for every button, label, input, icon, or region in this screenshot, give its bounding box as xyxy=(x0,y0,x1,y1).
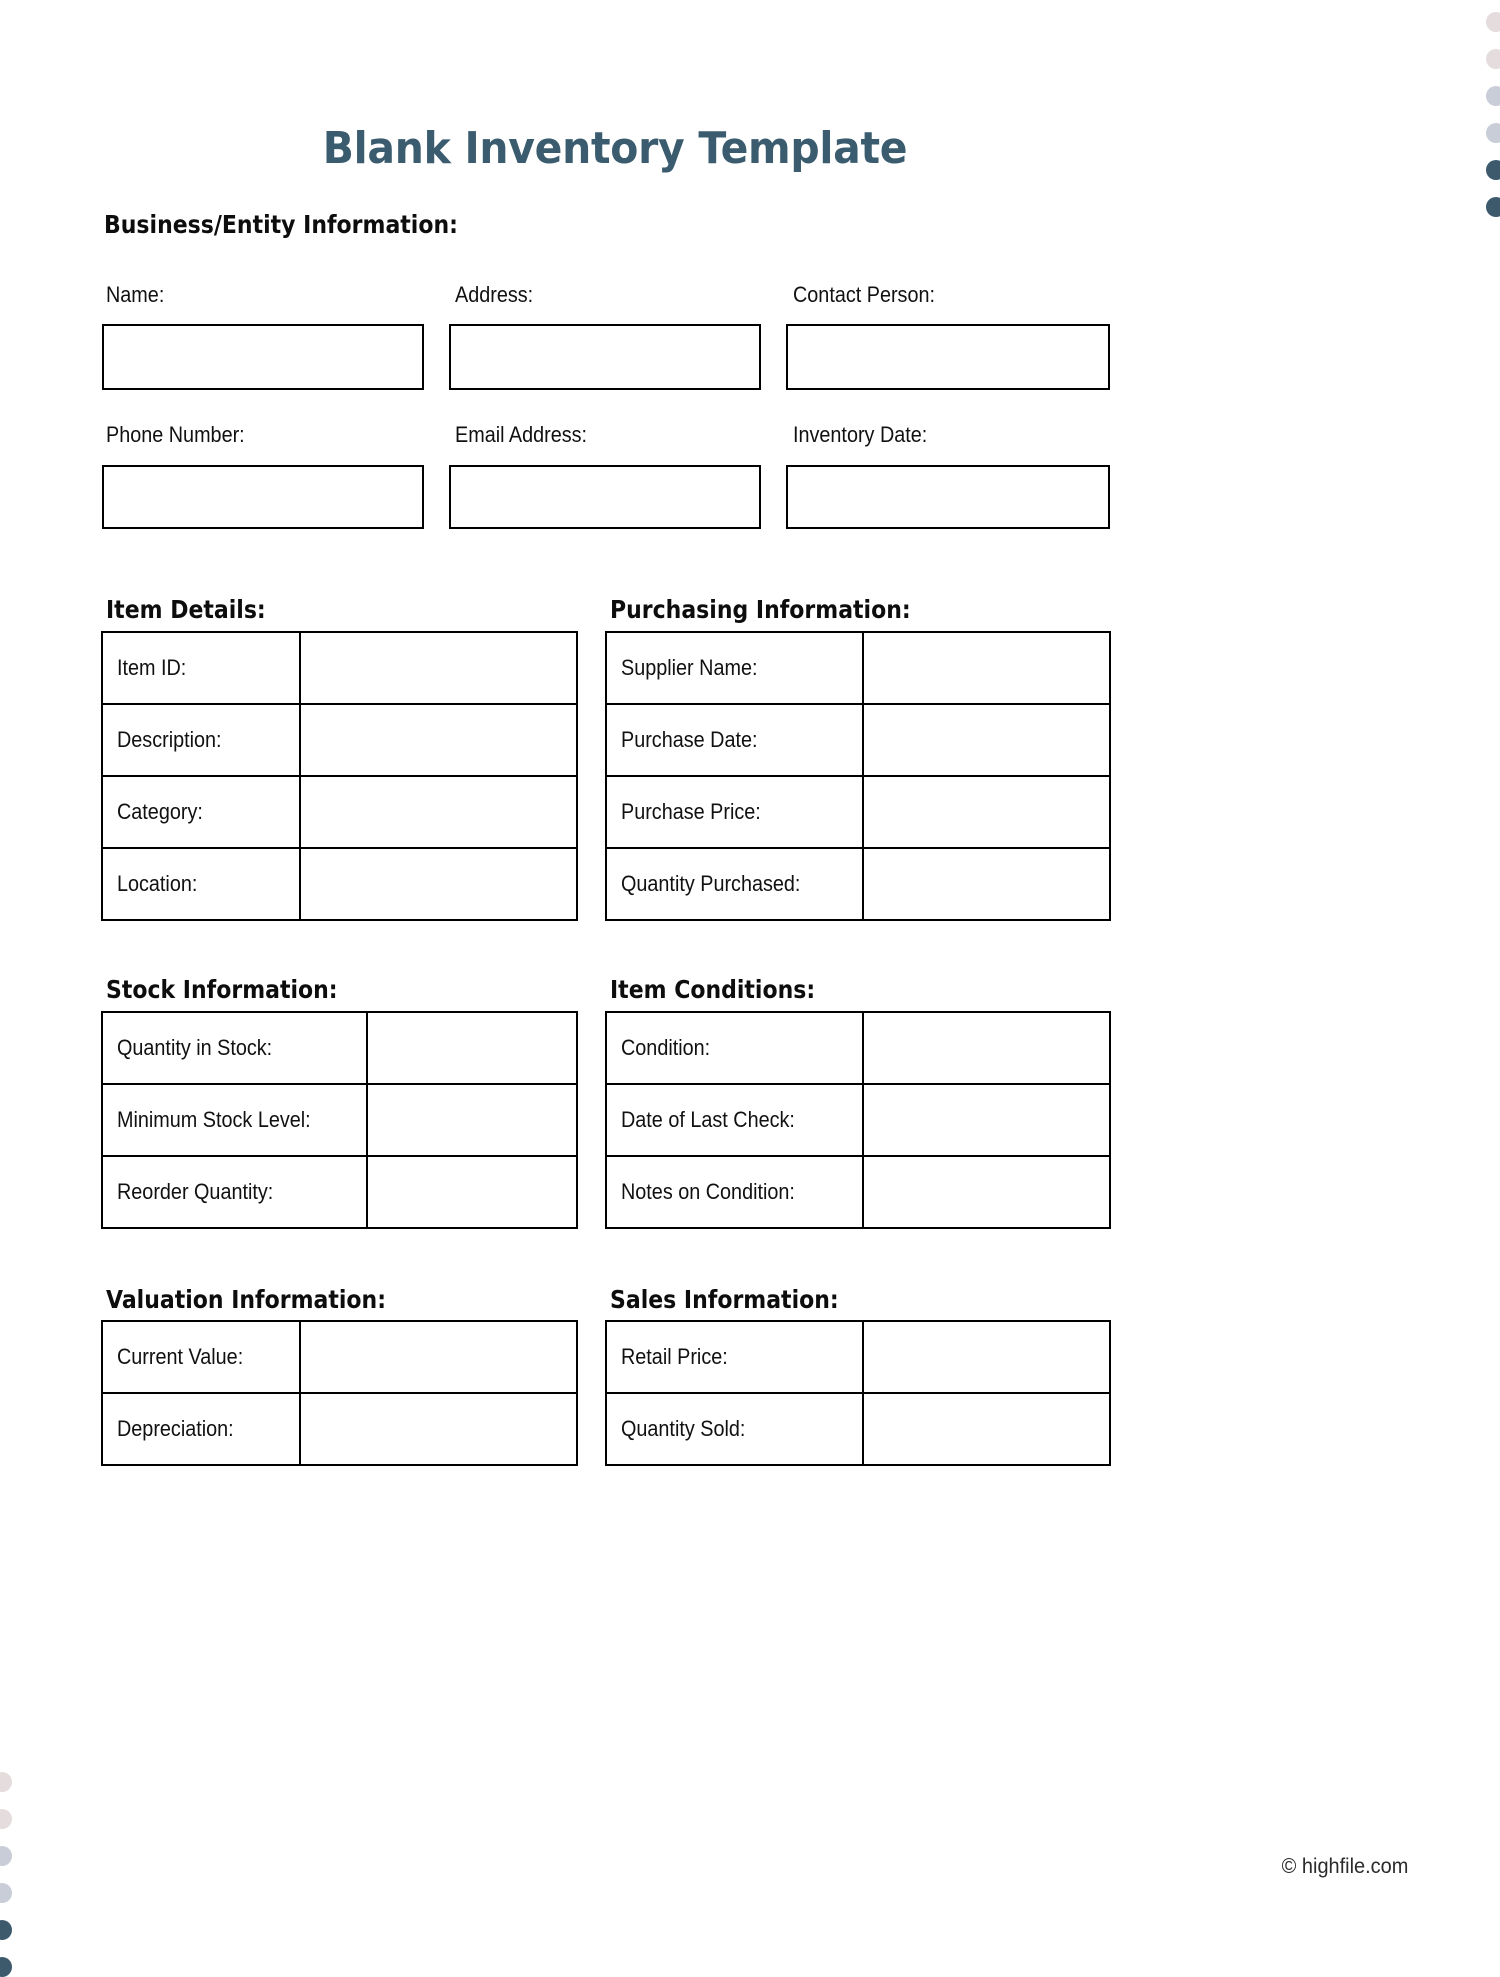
decorative-dot xyxy=(1486,123,1500,143)
table-row xyxy=(606,1156,1110,1228)
row-value-quantity-sold[interactable] xyxy=(863,1393,1110,1465)
field-label-email-address: Email Address: xyxy=(455,422,588,447)
field-input-name[interactable] xyxy=(102,324,424,390)
row-value-quantity-in-stock[interactable] xyxy=(367,1012,577,1084)
section-heading-stock-information: Stock Information: xyxy=(106,975,338,1004)
section-heading-purchasing-information: Purchasing Information: xyxy=(610,595,911,624)
row-label-quantity-sold: Quantity Sold: xyxy=(606,1393,863,1465)
table-sales-information xyxy=(605,1320,1111,1466)
table-item-details xyxy=(101,631,578,921)
decorative-dot xyxy=(1486,86,1500,106)
field-input-address[interactable] xyxy=(449,324,761,390)
table-item-conditions xyxy=(605,1011,1111,1229)
row-label-depreciation: Depreciation: xyxy=(102,1393,300,1465)
table-purchasing-information xyxy=(605,631,1111,921)
row-value-purchase-date[interactable] xyxy=(863,704,1110,776)
row-value-depreciation[interactable] xyxy=(300,1393,577,1465)
row-label-condition: Condition: xyxy=(606,1012,863,1084)
decorative-dot xyxy=(1486,12,1500,32)
section-heading-sales-information: Sales Information: xyxy=(610,1285,839,1314)
row-value-current-value[interactable] xyxy=(300,1321,577,1393)
table-row xyxy=(606,1012,1110,1084)
decorative-dot xyxy=(0,1920,12,1940)
row-value-location[interactable] xyxy=(300,848,577,920)
field-input-phone-number[interactable] xyxy=(102,465,424,529)
table-row xyxy=(606,632,1110,704)
table-row xyxy=(102,848,577,920)
decorative-dot xyxy=(0,1772,12,1792)
table-valuation-information xyxy=(101,1320,578,1466)
row-value-description[interactable] xyxy=(300,704,577,776)
section-heading-item-conditions: Item Conditions: xyxy=(610,975,816,1004)
row-label-purchase-date: Purchase Date: xyxy=(606,704,863,776)
decorative-dot xyxy=(1486,197,1500,217)
row-label-minimum-stock-level: Minimum Stock Level: xyxy=(102,1084,367,1156)
field-input-contact-person[interactable] xyxy=(786,324,1110,390)
table-stock-information xyxy=(101,1011,578,1229)
row-label-quantity-in-stock: Quantity in Stock: xyxy=(102,1012,367,1084)
field-label-contact-person: Contact Person: xyxy=(793,282,935,307)
row-value-item-id[interactable] xyxy=(300,632,577,704)
row-label-reorder-quantity: Reorder Quantity: xyxy=(102,1156,367,1228)
row-label-description: Description: xyxy=(102,704,300,776)
field-label-phone-number: Phone Number: xyxy=(106,422,245,447)
row-value-reorder-quantity[interactable] xyxy=(367,1156,577,1228)
table-row xyxy=(102,1321,577,1393)
row-label-quantity-purchased: Quantity Purchased: xyxy=(606,848,863,920)
table-row xyxy=(102,632,577,704)
decorative-dots-bottom-left xyxy=(0,1772,12,1977)
decorative-dot xyxy=(1486,49,1500,69)
table-row xyxy=(102,1156,577,1228)
section-heading-valuation-information: Valuation Information: xyxy=(106,1285,387,1314)
field-input-inventory-date[interactable] xyxy=(786,465,1110,529)
decorative-dots-top-right xyxy=(1486,12,1500,217)
table-row xyxy=(606,704,1110,776)
decorative-dot xyxy=(0,1883,12,1903)
decorative-dot xyxy=(0,1809,12,1829)
table-row xyxy=(102,776,577,848)
row-value-purchase-price[interactable] xyxy=(863,776,1110,848)
table-row xyxy=(606,1393,1110,1465)
section-heading-item-details: Item Details: xyxy=(106,595,266,624)
table-row xyxy=(102,1084,577,1156)
row-value-condition[interactable] xyxy=(863,1012,1110,1084)
table-row xyxy=(102,1393,577,1465)
section-heading-business-entity: Business/Entity Information: xyxy=(104,210,458,239)
table-row xyxy=(606,776,1110,848)
row-value-notes-on-condition[interactable] xyxy=(863,1156,1110,1228)
row-label-date-of-last-check: Date of Last Check: xyxy=(606,1084,863,1156)
row-label-current-value: Current Value: xyxy=(102,1321,300,1393)
table-row xyxy=(606,1321,1110,1393)
field-input-email-address[interactable] xyxy=(449,465,761,529)
row-label-item-id: Item ID: xyxy=(102,632,300,704)
table-row xyxy=(606,848,1110,920)
field-label-address: Address: xyxy=(455,282,534,307)
row-label-category: Category: xyxy=(102,776,300,848)
table-row xyxy=(102,1012,577,1084)
row-value-category[interactable] xyxy=(300,776,577,848)
table-row xyxy=(606,1084,1110,1156)
row-label-supplier-name: Supplier Name: xyxy=(606,632,863,704)
row-value-supplier-name[interactable] xyxy=(863,632,1110,704)
page-title: Blank Inventory Template xyxy=(322,123,908,174)
field-label-inventory-date: Inventory Date: xyxy=(793,422,928,447)
row-value-quantity-purchased[interactable] xyxy=(863,848,1110,920)
decorative-dot xyxy=(0,1957,12,1977)
table-row xyxy=(102,704,577,776)
row-label-purchase-price: Purchase Price: xyxy=(606,776,863,848)
decorative-dot xyxy=(1486,160,1500,180)
row-value-date-of-last-check[interactable] xyxy=(863,1084,1110,1156)
row-value-minimum-stock-level[interactable] xyxy=(367,1084,577,1156)
row-value-retail-price[interactable] xyxy=(863,1321,1110,1393)
row-label-retail-price: Retail Price: xyxy=(606,1321,863,1393)
row-label-location: Location: xyxy=(102,848,300,920)
footer-copyright: © highfile.com xyxy=(1281,1855,1408,1878)
field-label-name: Name: xyxy=(106,282,165,307)
row-label-notes-on-condition: Notes on Condition: xyxy=(606,1156,863,1228)
decorative-dot xyxy=(0,1846,12,1866)
